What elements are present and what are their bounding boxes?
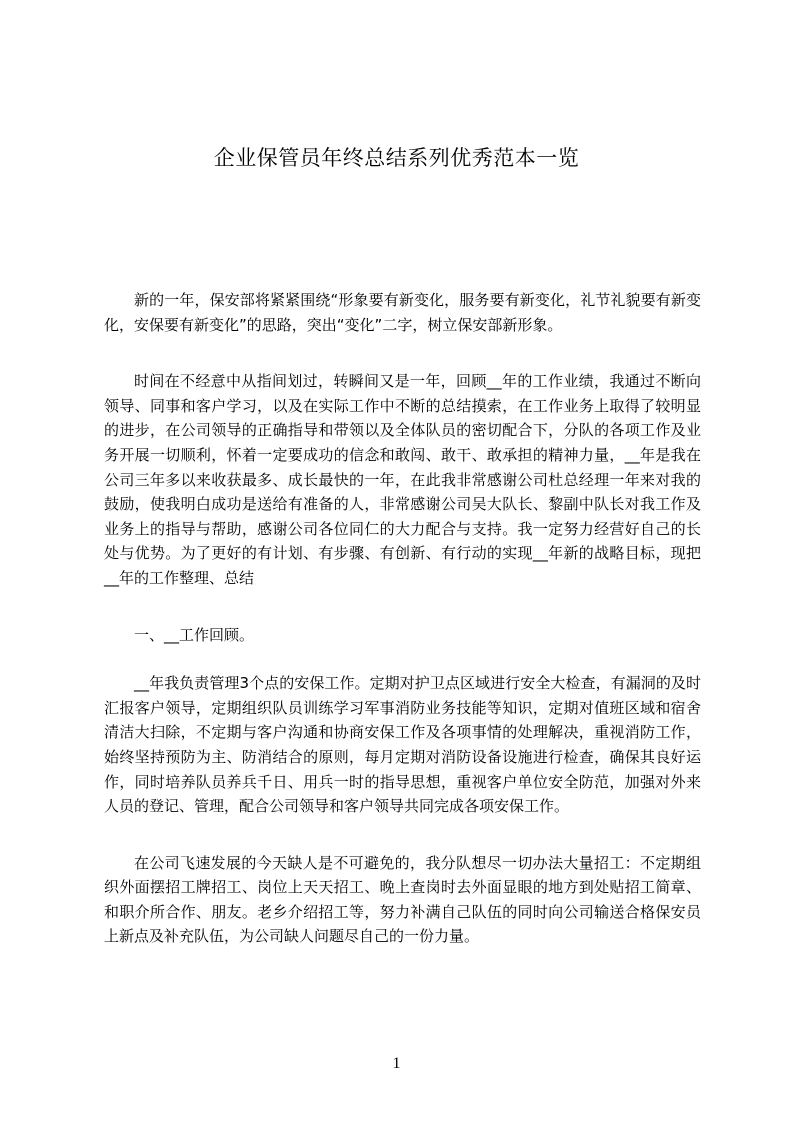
paragraph-review: 时间在不经意中从指间划过，转瞬间又是一年，回顾__年的工作业绩，我通过不断向领导、同事和客户学习，以及在实际工作中不断的总结摸索，在工作业务上取得了较明显的进步，在公司领导的正确指导和带领以及全体队员的密切配合下，分队的各项工作及业务开展一切顺利，怀着一定要成功的信念和敢闯、敢干、敢承担的精神力量，__年是我在公司三年多以来收获最多、成长最快的一年，在此我非常感谢公司杜总经理一年来对我的鼓励，使我明白成功是送给有准备的人，非常感谢公司吴大队长、黎副中队长对我工作及业务上的指导与帮助，感谢公司各位同仁的大力配合与支持。我一定努力经营好自己的长处与优势。为了更好的有计划、有步骤、有创新、有行动的实现__年新的战略目标，现把__年的工作整理、总结 <box>104 372 701 587</box>
document-body <box>104 288 701 981</box>
page-number: 1 <box>392 1055 401 1072</box>
document-title: 企业保管员年终总结系列优秀范本一览 <box>213 146 580 170</box>
section-heading: 一、__工作回顾。 <box>134 625 255 644</box>
paragraph-intro: 新的一年，保安部将紧紧围绕“形象要有新变化，服务要有新变化，礼节礼貌要有新变化，安保要有新变化”的思路，突出“变化”二字，树立保安部新形象。 <box>104 291 701 334</box>
paragraph-security-work: __年我负责管理3个点的安保工作。定期对护卫点区域进行安全大检查，有漏洞的及时汇报客户领导，定期组织队员训练学习军事消防业务技能等知识，定期对值班区域和宿舍清洁大扫除，不定期与客户沟通和协商安保工作及各项事情的处理解决，重视消防工作，始终坚持预防为主、防消结合的原则，每月定期对消防设备设施进行检查，确保其良好运作，同时培养队员养兵千日、用兵一时的指导思想，重视客户单位安全防范，加强对外来人员的登记、管理，配合公司领导和客户领导共同完成各项安保工作。 <box>104 674 701 816</box>
paragraph-recruitment: 在公司飞速发展的今天缺人是不可避免的，我分队想尽一切办法大量招工：不定期组织外面摆招工牌招工、岗位上天天招工、晚上查岗时去外面显眼的地方到处贴招工简章、和职介所合作、朋友。老乡介绍招工等，努力补满自己队伍的同时向公司输送合格保安员上新点及补充队伍，为公司缺人问题尽自己的一份力量。 <box>104 853 701 946</box>
